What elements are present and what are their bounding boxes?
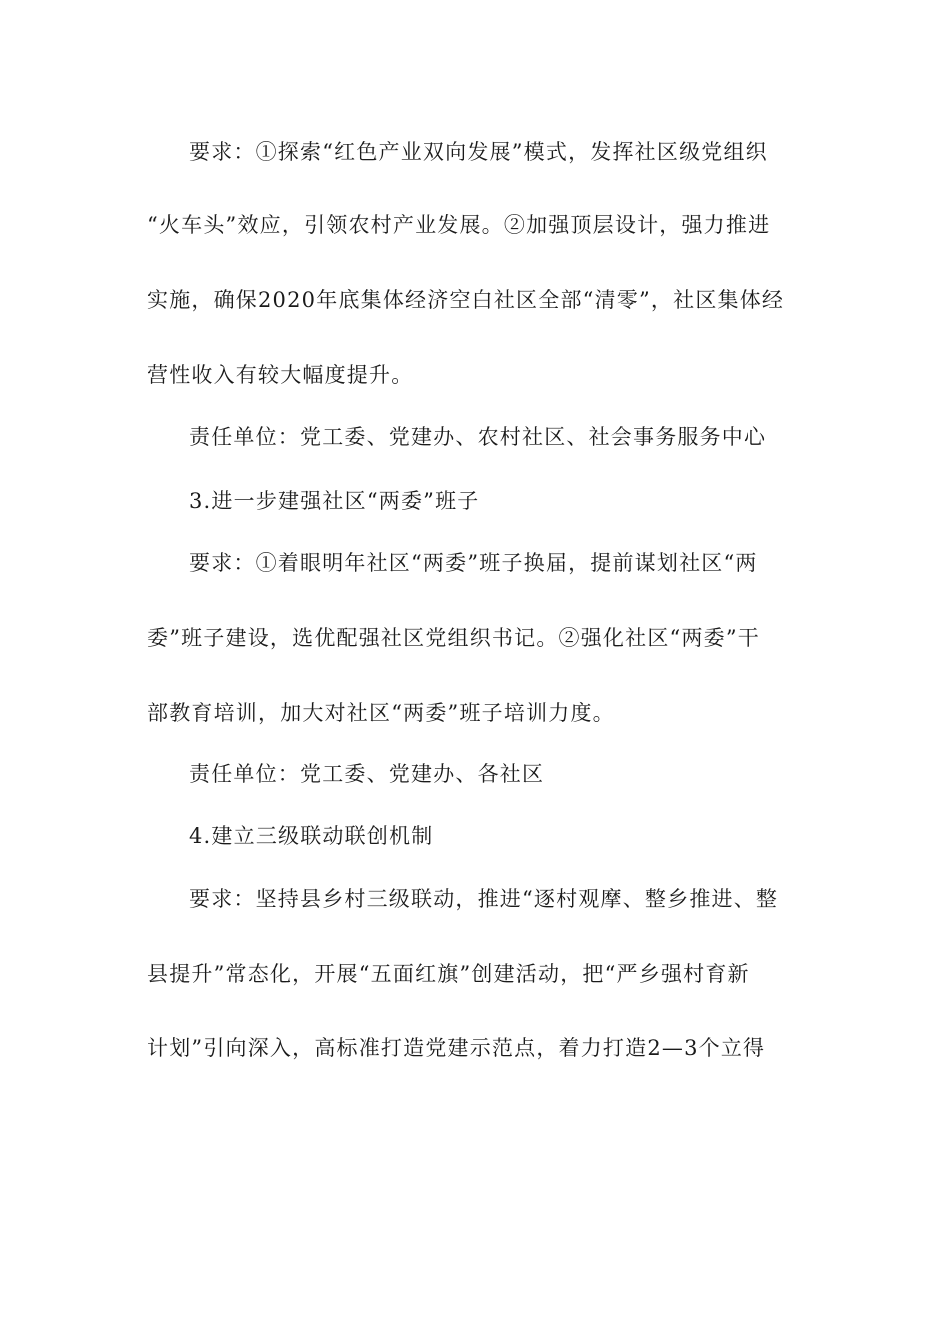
paragraph-line: 部教育培训，加大对社区“两委”班子培训力度。	[147, 701, 615, 725]
paragraph-line: 要求：坚持县乡村三级联动，推进“逐村观摩、整乡推进、整	[189, 887, 779, 911]
paragraph-line: 要求：①探索“红色产业双向发展”模式，发挥社区级党组织	[189, 140, 768, 164]
section-heading: 4.建立三级联动联创机制	[189, 824, 434, 848]
paragraph-line: 委”班子建设，选优配强社区党组织书记。②强化社区“两委”干	[147, 626, 761, 650]
paragraph-line: 实施，确保2020年底集体经济空白社区全部“清零”，社区集体经	[147, 288, 785, 312]
paragraph-line: 营性收入有较大幅度提升。	[147, 363, 414, 387]
paragraph-line: 县提升”常态化，开展“五面红旗”创建活动，把“严乡强村育新	[147, 962, 750, 986]
paragraph-line: 要求：①着眼明年社区“两委”班子换届，提前谋划社区“两	[189, 551, 758, 575]
paragraph-line: 计划”引向深入，高标准打造党建示范点，着力打造2—3个立得	[147, 1036, 766, 1060]
responsibility-line: 责任单位：党工委、党建办、各社区	[189, 762, 545, 786]
responsibility-line: 责任单位：党工委、党建办、农村社区、社会事务服务中心	[189, 425, 767, 449]
section-heading: 3.进一步建强社区“两委”班子	[189, 489, 480, 513]
paragraph-line: “火车头”效应，引领农村产业发展。②加强顶层设计，强力推进	[147, 213, 771, 237]
